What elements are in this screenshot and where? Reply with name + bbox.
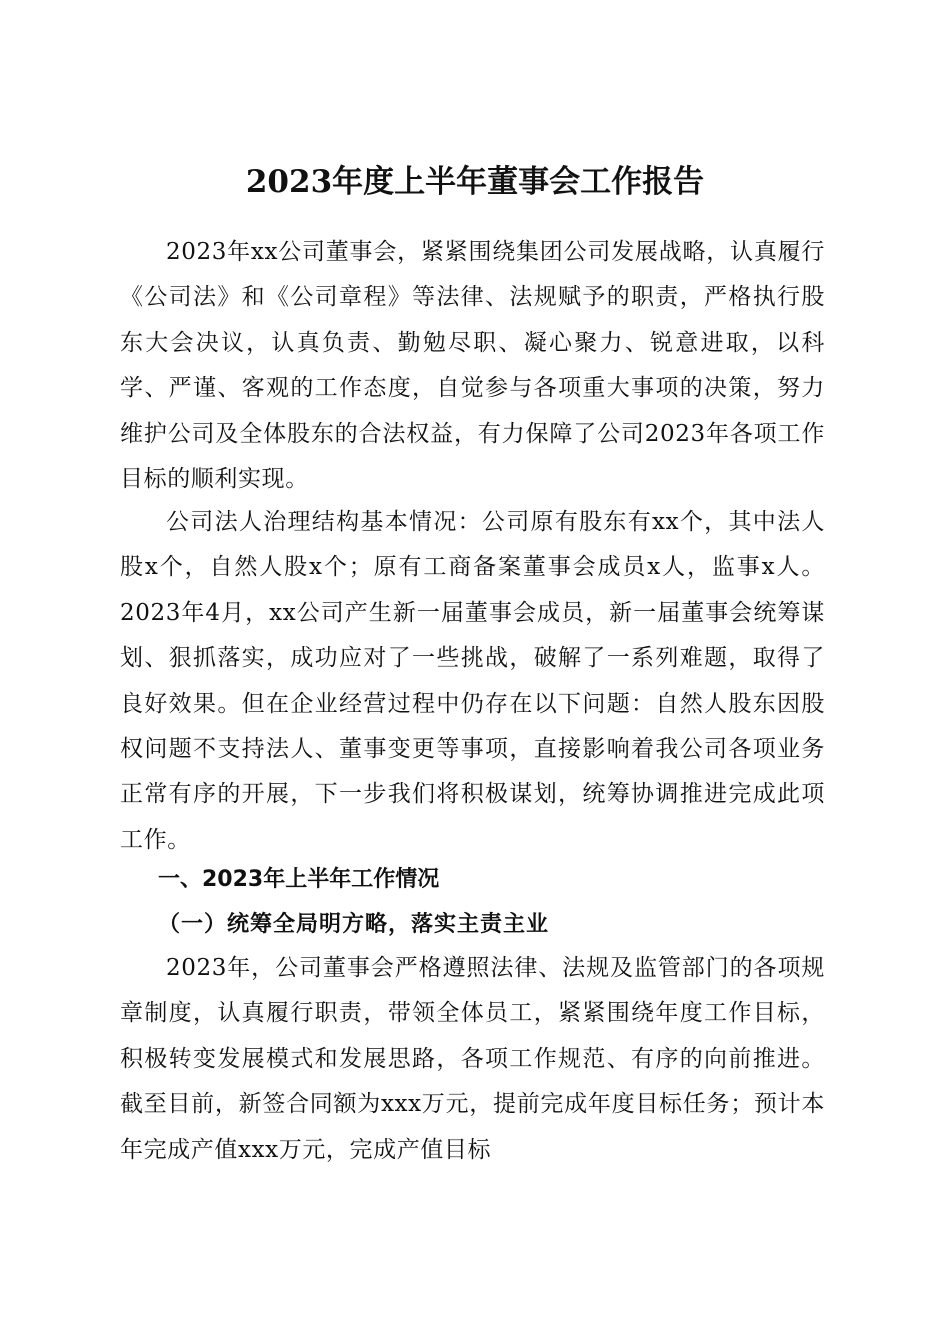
subsection-heading: （一）统筹全局明方略，落实主责主业	[158, 911, 550, 937]
section-heading: 一、2023年上半年工作情况	[158, 867, 440, 892]
governance-paragraph: 公司法人治理结构基本情况：公司原有股东有xx个，其中法人股x个，自然人股x个；原有工商备案董事会成员x人，监事x人。2023年4月，xx公司产生新一届董事会成员，新一届董事会统筹谋划、狠抓落实，成功应对了一些挑战，破解了一系列难题，取得了良好效果。但在企业经营过程中仍存在以下问题：自然人股东因股权问题不支持法人、董事变更等事项，直接影响着我公司各项业务正常有序的开展，下一步我们将积极谋划，统筹协调推进完成此项工作。	[120, 509, 825, 853]
document-title: 2023年度上半年董事会工作报告	[245, 163, 705, 200]
intro-paragraph: 2023年xx公司董事会，紧紧围绕集团公司发展战略，认真履行《公司法》和《公司章程》等法律、法规赋予的职责，严格执行股东大会决议，认真负责、勤勉尽职、凝心聚力、锐意进取，以科学、严谨、客观的工作态度，自觉参与各项重大事项的决策，努力维护公司及全体股东的合法权益，有力保障了公司2023年各项工作目标的顺利实现。	[120, 239, 825, 493]
section-paragraph: 2023年，公司董事会严格遵照法律、法规及监管部门的各项规章制度，认真履行职责，带领全体员工，紧紧围绕年度工作目标，积极转变发展模式和发展思路，各项工作规范、有序的向前推进。截至目前，新签合同额为xxx万元，提前完成年度目标任务；预计本年完成产值xxx万元，完成产值目标	[120, 955, 825, 1163]
